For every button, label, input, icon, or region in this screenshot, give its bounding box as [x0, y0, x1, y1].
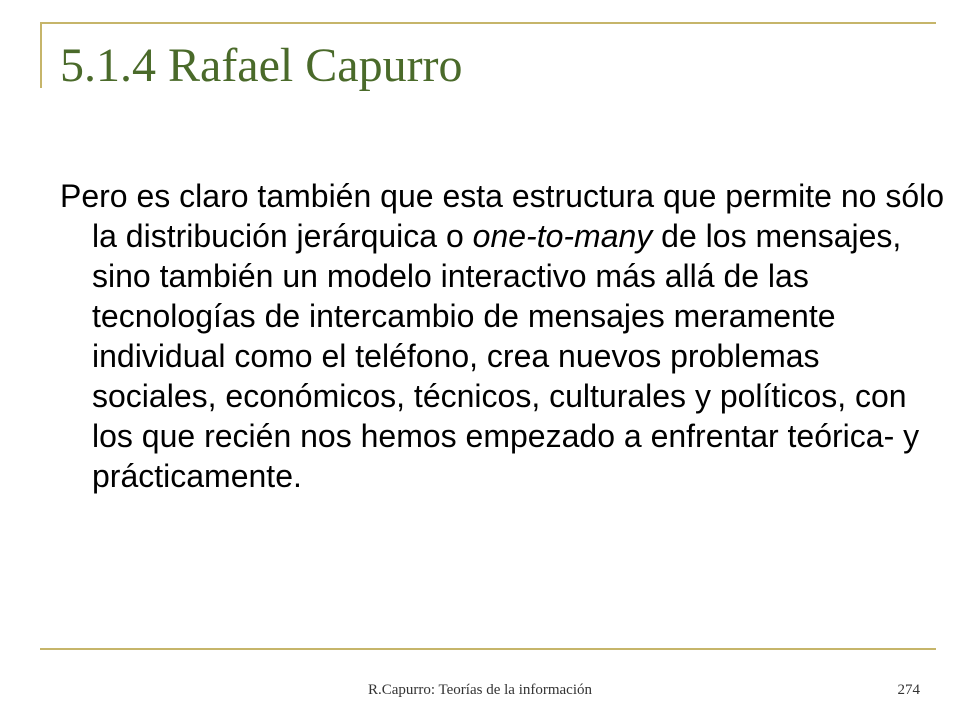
bottom-rule	[40, 648, 936, 650]
body-text-end: de los mensajes, sino también un modelo interactivo más allá de las tecnologías de intercambio de mensajes meramente individual como el teléfono, crea nuevos problemas sociales, económicos, técnicos, culturales y políticos, con los que recién nos hemos empezado a enfrentar teórica- y prácticamente.	[92, 218, 920, 494]
slide-title: 5.1.4 Rafael Capurro	[60, 39, 463, 92]
page-number: 274	[897, 682, 920, 698]
footer-text: R.Capurro: Teorías de la información	[367, 682, 593, 698]
body-text-start: Pero es claro también que esta estructura que permite no sólo la distribución jerárquica o	[60, 178, 945, 254]
top-rule	[40, 22, 936, 24]
body-text-italic: one-to-many	[472, 218, 653, 254]
body-paragraph	[60, 176, 952, 496]
left-rule	[40, 22, 42, 88]
